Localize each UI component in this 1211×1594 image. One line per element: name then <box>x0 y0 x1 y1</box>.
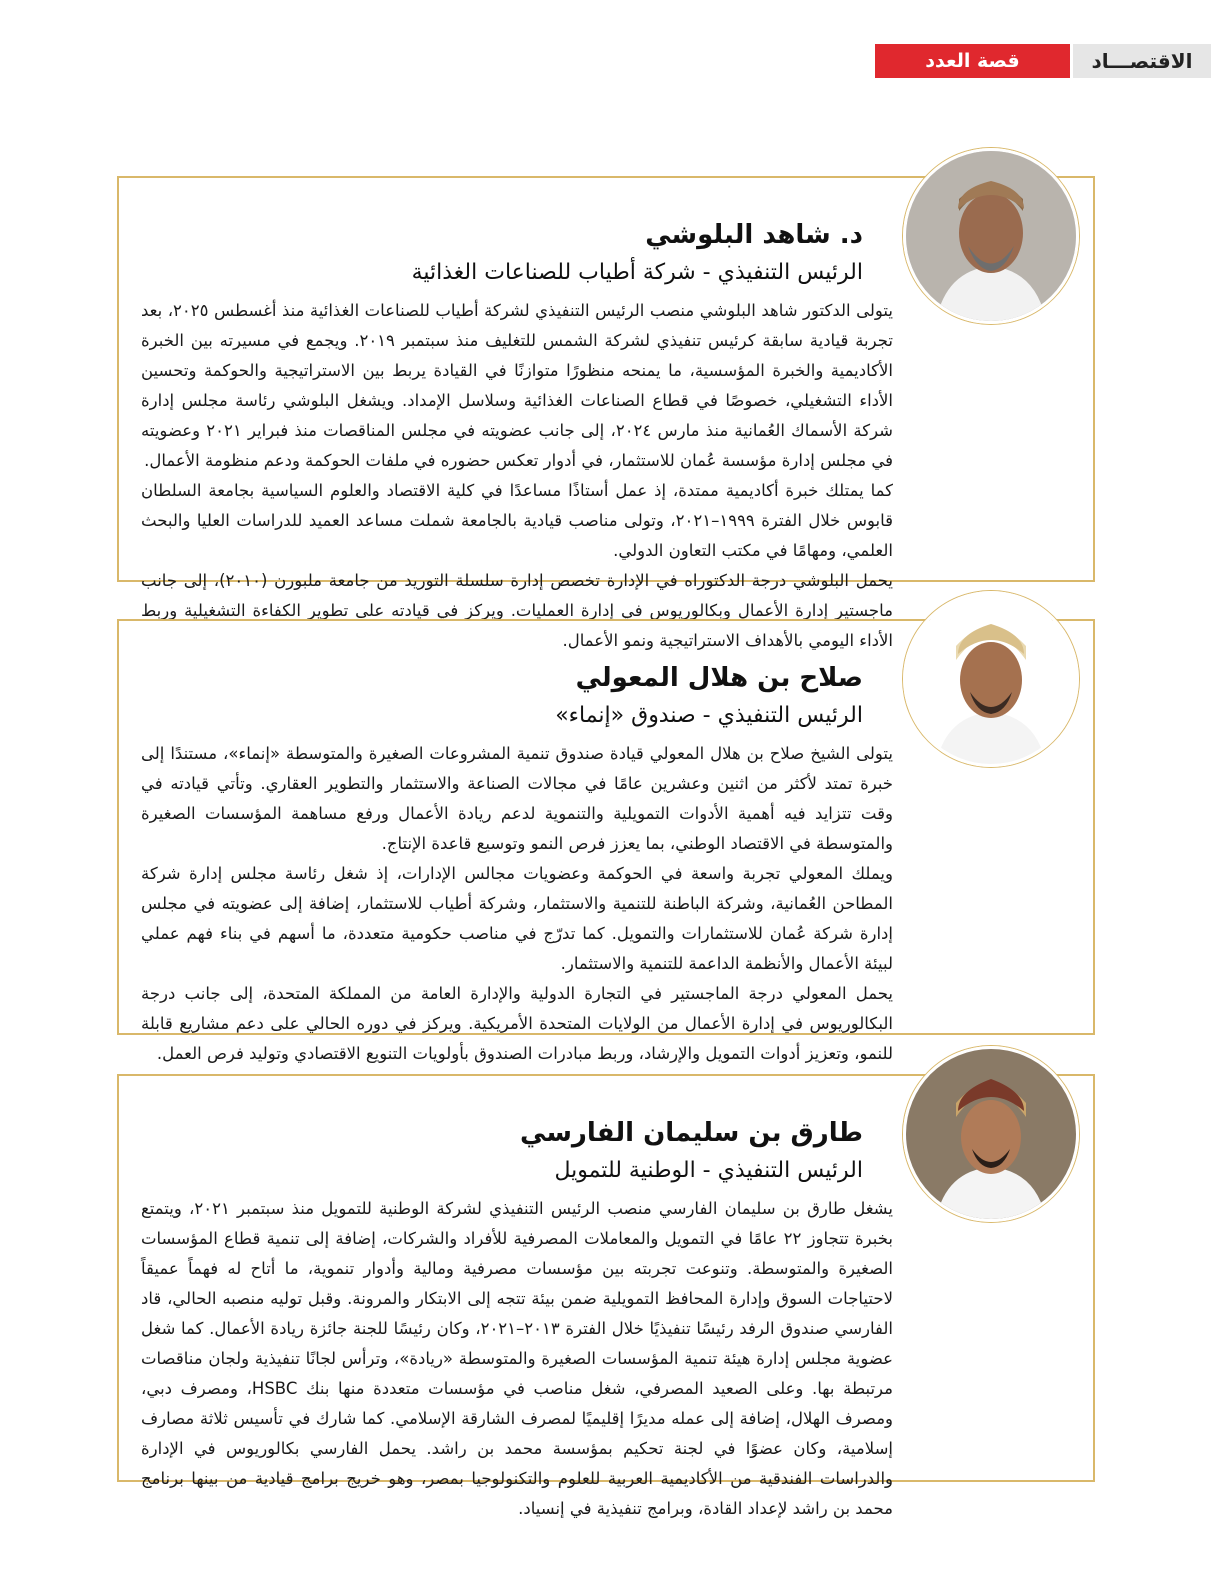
profile-card <box>117 1074 1095 1518</box>
bio-paragraph: يتولى الدكتور شاهد البلوشي منصب الرئيس التنفيذي لشركة أطياب للصناعات الغذائية منذ أغسطس ٢٠٢٥، بعد تجربة قيادية سابقة كرئيس تنفيذي لشركة الشمس للتغليف منذ سبتمبر ٢٠١٩. ويجمع في مسيرته بين الخبرة الأكاديمية والخبرة المؤسسية، ما يمنحه منظورًا متوازنًا في القيادة يربط بين الاستراتيجية والحوكمة وتحسين الأداء التشغيلي، خصوصًا في قطاع الصناعات الغذائية وسلاسل الإمداد. ويشغل البلوشي رئاسة مجلس إدارة شركة الأسماك العُمانية منذ مارس ٢٠٢٤، إلى جانب عضويته في مجلس المناقصات منذ فبراير ٢٠٢١ وعضويته في مجلس إدارة مؤسسة عُمان للاستثمار، في أدوار تعكس حضوره في ملفات الحوكمة ودعم منظومة الأعمال. <box>141 301 894 470</box>
profile-name: طارق بن سليمان الفارسي <box>520 1118 863 1148</box>
magazine-logo: الاقتصـــاد <box>1070 44 1211 78</box>
profile-name: صلاح بن هلال المعولي <box>575 663 863 693</box>
profile-bio <box>141 1194 893 1524</box>
bio-paragraph: يحمل المعولي درجة الماجستير في التجارة الدولية والإدارة العامة من المملكة المتحدة، إلى جانب درجة البكالوريوس في إدارة الأعمال من الولايات المتحدة الأمريكية. ويركز في دوره الحالي على دعم مشاريع قابلة للنمو، وتعزيز أدوات التمويل والإرشاد، وربط مبادرات الصندوق بأولويات التنويع الاقتصادي وتوليد فرص العمل. <box>141 984 893 1063</box>
profile-photo <box>903 148 1079 324</box>
profile-title: الرئيس التنفيذي - صندوق «إنماء» <box>555 703 863 728</box>
bio-paragraph: يتولى الشيخ صلاح بن هلال المعولي قيادة صندوق تنمية المشروعات الصغيرة والمتوسطة «إنماء»، مستندًا إلى خبرة تمتد لأكثر من اثنين وعشرين عامًا في مجالات الصناعة والاستثمار والتطوير العقاري. وتأتي قيادته في وقت تتزايد فيه أهمية الأدوات التمويلية والتنموية لدعم ريادة الأعمال ورفع مساهمة المؤسسات الصغيرة والمتوسطة في الاقتصاد الوطني، بما يعزز فرص النمو وتوسيع قاعدة الإنتاج. <box>141 744 893 853</box>
bio-paragraph: يحمل البلوشي درجة الدكتوراه في الإدارة تخصص إدارة سلسلة التوريد من جامعة ملبورن (٢٠١٠)، إلى جانب ماجستير إدارة الأعمال وبكالوريوس في إدارة العمليات. ويركز في قيادته على تطوير الكفاءة التشغيلية وربط الأداء اليومي بالأهداف الاستراتيجية ونمو الأعمال. <box>141 571 893 650</box>
profile-photo <box>903 1046 1079 1222</box>
masthead <box>875 44 1211 78</box>
profile-bio <box>141 739 893 1069</box>
bio-paragraph: كما يمتلك خبرة أكاديمية ممتدة، إذ عمل أستاذًا مساعدًا في كلية الاقتصاد والعلوم السياسية بجامعة السلطان قابوس خلال الفترة ١٩٩٩–٢٠٢١، وتولى مناصب قيادية بالجامعة شملت مساعد العميد للدراسات العليا والبحث العلمي، ومهامًا في مكتب التعاون الدولي. <box>141 481 893 560</box>
profile-card <box>117 176 1095 650</box>
profile-bio <box>141 296 893 656</box>
profile-photo <box>903 591 1079 767</box>
bio-paragraph: ويملك المعولي تجربة واسعة في الحوكمة وعضويات مجالس الإدارات، إذ شغل رئاسة مجلس إدارة شركة المطاحن العُمانية، وشركة الباطنة للتنمية والاستثمار، وشركة أطياب للاستثمار، إضافة إلى عضويته في مجلس إدارة شركة عُمان للاستثمارات والتمويل. كما تدرّج في مناصب حكومية متعددة، ما أسهم في بناء فهم عملي لبيئة الأعمال والأنظمة الداعمة للتنمية والاستثمار. <box>141 864 893 973</box>
profile-name: د. شاهد البلوشي <box>645 220 863 250</box>
profile-card <box>117 619 1095 1063</box>
profile-title: الرئيس التنفيذي - شركة أطياب للصناعات الغذائية <box>411 260 863 285</box>
section-tag: قصة العدد <box>875 44 1070 78</box>
profile-title: الرئيس التنفيذي - الوطنية للتمويل <box>554 1158 863 1183</box>
bio-paragraph: يشغل طارق بن سليمان الفارسي منصب الرئيس التنفيذي لشركة الوطنية للتمويل منذ سبتمبر ٢٠٢١، ويتمتع بخبرة تتجاوز ٢٢ عامًا في التمويل والمعاملات المصرفية للأفراد والشركات، إضافة إلى تنمية قطاع المؤسسات الصغيرة والمتوسطة. وتنوعت تجربته بين مؤسسات مصرفية ومالية وأدوار تنموية، ما أتاح له فهماً عميقاً لاحتياجات السوق وإدارة المحافظ التمويلية ضمن بيئة تتجه إلى الابتكار والمرونة. وقبل توليه منصبه الحالي، قاد الفارسي صندوق الرفد رئيسًا تنفيذيًا خلال الفترة ٢٠١٣–٢٠٢١، وكان رئيسًا للجنة جائزة ريادة الأعمال. كما شغل عضوية مجلس إدارة هيئة تنمية المؤسسات الصغيرة والمتوسطة «ريادة»، وترأس لجانًا تنفيذية ولجان مناقصات مرتبطة بها. وعلى الصعيد المصرفي، شغل مناصب في مؤسسات متعددة منها بنك HSBC، ومصرف دبي، ومصرف الهلال، إضافة إلى عمله مديرًا إقليميًا لمصرف الشارقة الإسلامي. كما شارك في تأسيس ثلاثة مصارف إسلامية، وكان عضوًا في لجنة تحكيم بمؤسسة محمد بن راشد. يحمل الفارسي بكالوريوس في الإدارة والدراسات الفندقية من الأكاديمية العربية للعلوم والتكنولوجيا بمصر، وهو خريج برامج قيادية من بينها برنامج محمد بن راشد لإعداد القادة، وبرامج تنفيذية في إنسياد. <box>141 1199 893 1518</box>
